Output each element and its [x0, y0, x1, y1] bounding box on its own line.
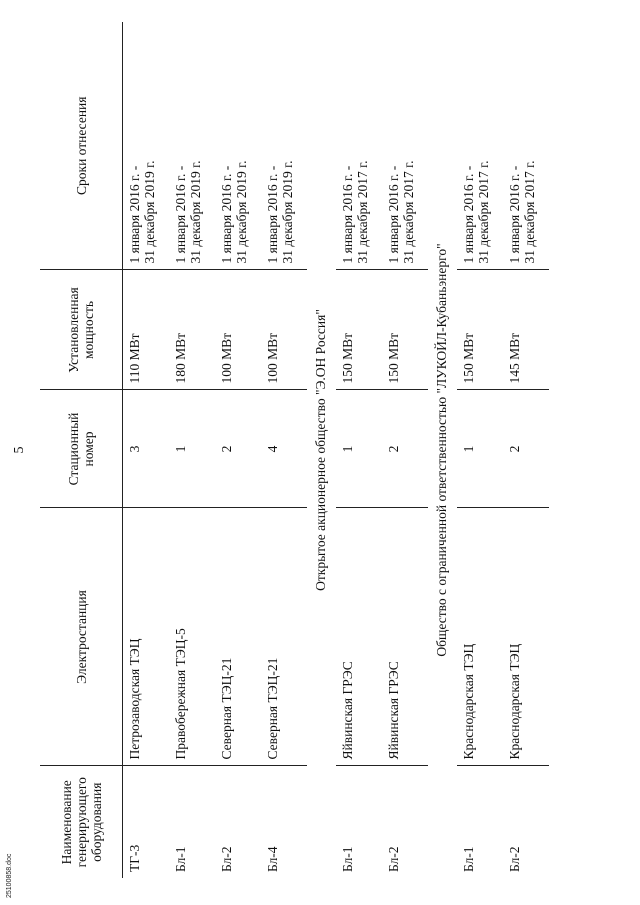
station-number-cell: 2 [215, 390, 261, 508]
power-cell: 110 МВт [123, 270, 170, 390]
group-title: Общество с ограниченной ответственностью "ЛУКОЙЛ-Кубаньэнерго" [434, 243, 449, 657]
period-end: 31 декабря 2019 г. [280, 160, 295, 264]
unit-cell: Бл-2 [215, 766, 261, 878]
unit-cell: Бл-1 [169, 766, 215, 878]
generating-equipment-table [40, 22, 549, 878]
period-cell [336, 22, 382, 270]
power-cell: 145 МВт [503, 270, 549, 390]
period-cell [169, 22, 215, 270]
unit-cell: Бл-1 [457, 766, 503, 878]
header-plant: Электростанция [40, 508, 123, 766]
period-start: 1 января 2016 г. - [340, 165, 355, 264]
period-end: 31 декабря 2017 г. [522, 160, 537, 264]
header-unit: Наименование генерирующего оборудования [40, 766, 123, 878]
plant-cell: Яйвинская ГРЭС [336, 508, 382, 766]
period-start: 1 января 2016 г. - [127, 165, 142, 264]
station-number-cell: 2 [382, 390, 428, 508]
plant-cell: Яйвинская ГРЭС [382, 508, 428, 766]
period-cell [382, 22, 428, 270]
station-number-cell: 3 [123, 390, 170, 508]
unit-cell: Бл-1 [336, 766, 382, 878]
period-start: 1 января 2016 г. - [386, 165, 401, 264]
station-number-cell: 4 [261, 390, 307, 508]
period-end: 31 декабря 2017 г. [355, 160, 370, 264]
group-title-row [307, 22, 336, 878]
plant-cell: Правобережная ТЭЦ-5 [169, 508, 215, 766]
plant-cell: Краснодарская ТЭЦ [503, 508, 549, 766]
period-cell [457, 22, 503, 270]
table-header-row [40, 22, 123, 878]
power-cell: 150 МВт [457, 270, 503, 390]
power-cell: 180 МВт [169, 270, 215, 390]
plant-cell: Северная ТЭЦ-21 [261, 508, 307, 766]
period-cell [261, 22, 307, 270]
period-end: 31 декабря 2017 г. [476, 160, 491, 264]
header-period: Сроки отнесения [40, 22, 123, 270]
table-row [457, 22, 503, 878]
period-start: 1 января 2016 г. - [461, 165, 476, 264]
group-title-row [428, 22, 457, 878]
power-cell: 100 МВт [215, 270, 261, 390]
table-row [336, 22, 382, 878]
period-cell [215, 22, 261, 270]
power-cell: 150 МВт [382, 270, 428, 390]
table-row [261, 22, 307, 878]
unit-cell: Бл-4 [261, 766, 307, 878]
plant-cell: Краснодарская ТЭЦ [457, 508, 503, 766]
station-number-cell: 1 [336, 390, 382, 508]
period-start: 1 января 2016 г. - [507, 165, 522, 264]
station-number-cell: 1 [457, 390, 503, 508]
plant-cell: Северная ТЭЦ-21 [215, 508, 261, 766]
power-cell: 100 МВт [261, 270, 307, 390]
unit-cell: ТГ-3 [123, 766, 170, 878]
document-file-code: 25100858.doc [6, 853, 13, 898]
period-start: 1 января 2016 г. - [219, 165, 234, 264]
period-start: 1 января 2016 г. - [173, 165, 188, 264]
table-row [503, 22, 549, 878]
table-row [169, 22, 215, 878]
period-end: 31 декабря 2019 г. [234, 160, 249, 264]
table-row [215, 22, 261, 878]
period-end: 31 декабря 2017 г. [401, 160, 416, 264]
unit-cell: Бл-2 [382, 766, 428, 878]
period-cell [503, 22, 549, 270]
plant-cell: Петрозаводская ТЭЦ [123, 508, 170, 766]
table-row [123, 22, 170, 878]
station-number-cell: 1 [169, 390, 215, 508]
period-start: 1 января 2016 г. - [265, 165, 280, 264]
period-end: 31 декабря 2019 г. [142, 160, 157, 264]
unit-cell: Бл-2 [503, 766, 549, 878]
header-station-number: Стационный номер [40, 390, 123, 508]
group-title: Открытое акционерное общество "Э.ОН Россия" [313, 309, 328, 591]
header-power: Установленная мощность [40, 270, 123, 390]
rotated-page-content [12, 22, 605, 878]
page-number: 5 [12, 446, 27, 454]
period-end: 31 декабря 2019 г. [188, 160, 203, 264]
table-row [382, 22, 428, 878]
period-cell [123, 22, 170, 270]
power-cell: 150 МВт [336, 270, 382, 390]
station-number-cell: 2 [503, 390, 549, 508]
